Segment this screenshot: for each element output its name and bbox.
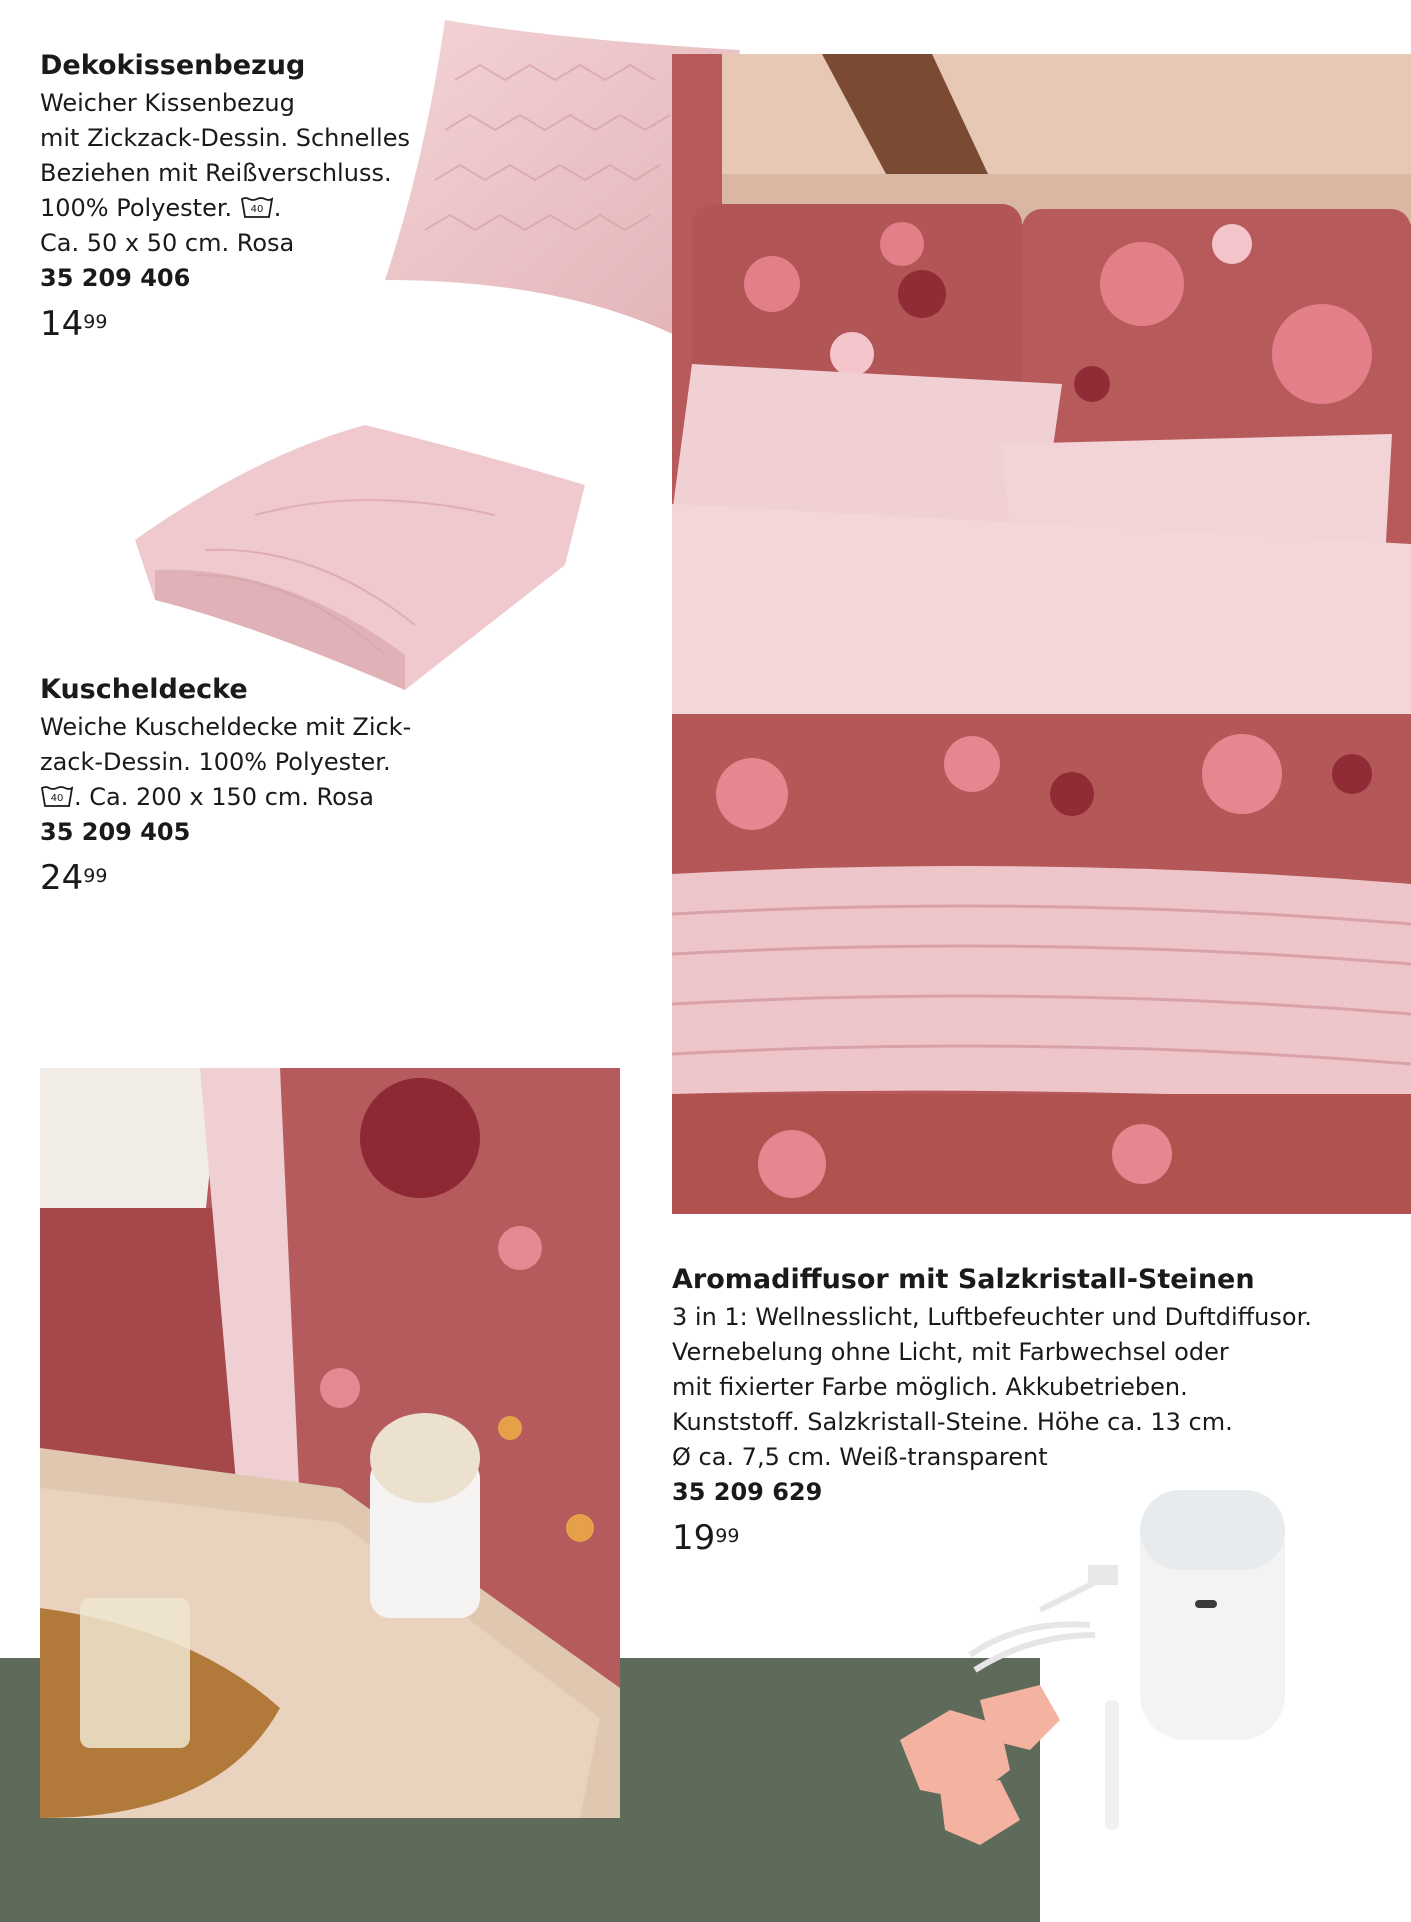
description-line: 100% Polyester. 40 .	[40, 194, 282, 222]
price: $19^{99}$	[672, 1518, 740, 1558]
description-line: mit fixierter Farbe möglich. Akkubetrieben.	[672, 1373, 1188, 1401]
blanket-product-image	[135, 425, 585, 690]
description-line: Kunststoff. Salzkristall-Steine. Höhe ca. 13 cm.	[672, 1408, 1233, 1436]
bedroom-photo	[672, 54, 1411, 1214]
price: $24^{99}$	[40, 858, 108, 898]
svg-text:40: 40	[250, 204, 264, 215]
svg-text:40: 40	[50, 793, 64, 804]
product-title: Kuscheldecke	[40, 674, 248, 705]
description-line: Weicher Kissenbezug	[40, 89, 295, 117]
description-line: Vernebelung ohne Licht, mit Farbwechsel oder	[672, 1338, 1229, 1366]
article-number: 35 209 405	[40, 818, 191, 846]
description-line: Ø ca. 7,5 cm. Weiß-transparent	[672, 1443, 1048, 1471]
product-title: Aromadiffusor mit Salzkristall-Steinen	[672, 1264, 1255, 1295]
article-number: 35 209 406	[40, 264, 191, 292]
description-line: mit Zickzack-Dessin. Schnelles	[40, 124, 410, 152]
description-line: 3 in 1: Wellnesslicht, Luftbefeuchter und Duftdiffusor.	[672, 1303, 1312, 1331]
article-number: 35 209 629	[672, 1478, 823, 1506]
size-line: Ca. 50 x 50 cm. Rosa	[40, 229, 295, 257]
wash-40-icon	[240, 195, 274, 219]
description-line: 40 . Ca. 200 x 150 cm. Rosa	[40, 780, 411, 815]
product-pillow-info	[40, 48, 410, 344]
description-line: Weiche Kuscheldecke mit Zick-	[40, 713, 412, 741]
description-line: Beziehen mit Reißverschluss.	[40, 159, 392, 187]
description-line: zack-Dessin. 100% Polyester.	[40, 748, 391, 776]
product-title: Dekokissenbezug	[40, 50, 306, 81]
diffuser-product-image	[890, 1470, 1290, 1860]
product-blanket-info	[40, 672, 411, 898]
wash-40-icon	[40, 784, 74, 808]
nightstand-photo	[40, 1068, 620, 1818]
price: $14^{99}$	[40, 304, 108, 344]
